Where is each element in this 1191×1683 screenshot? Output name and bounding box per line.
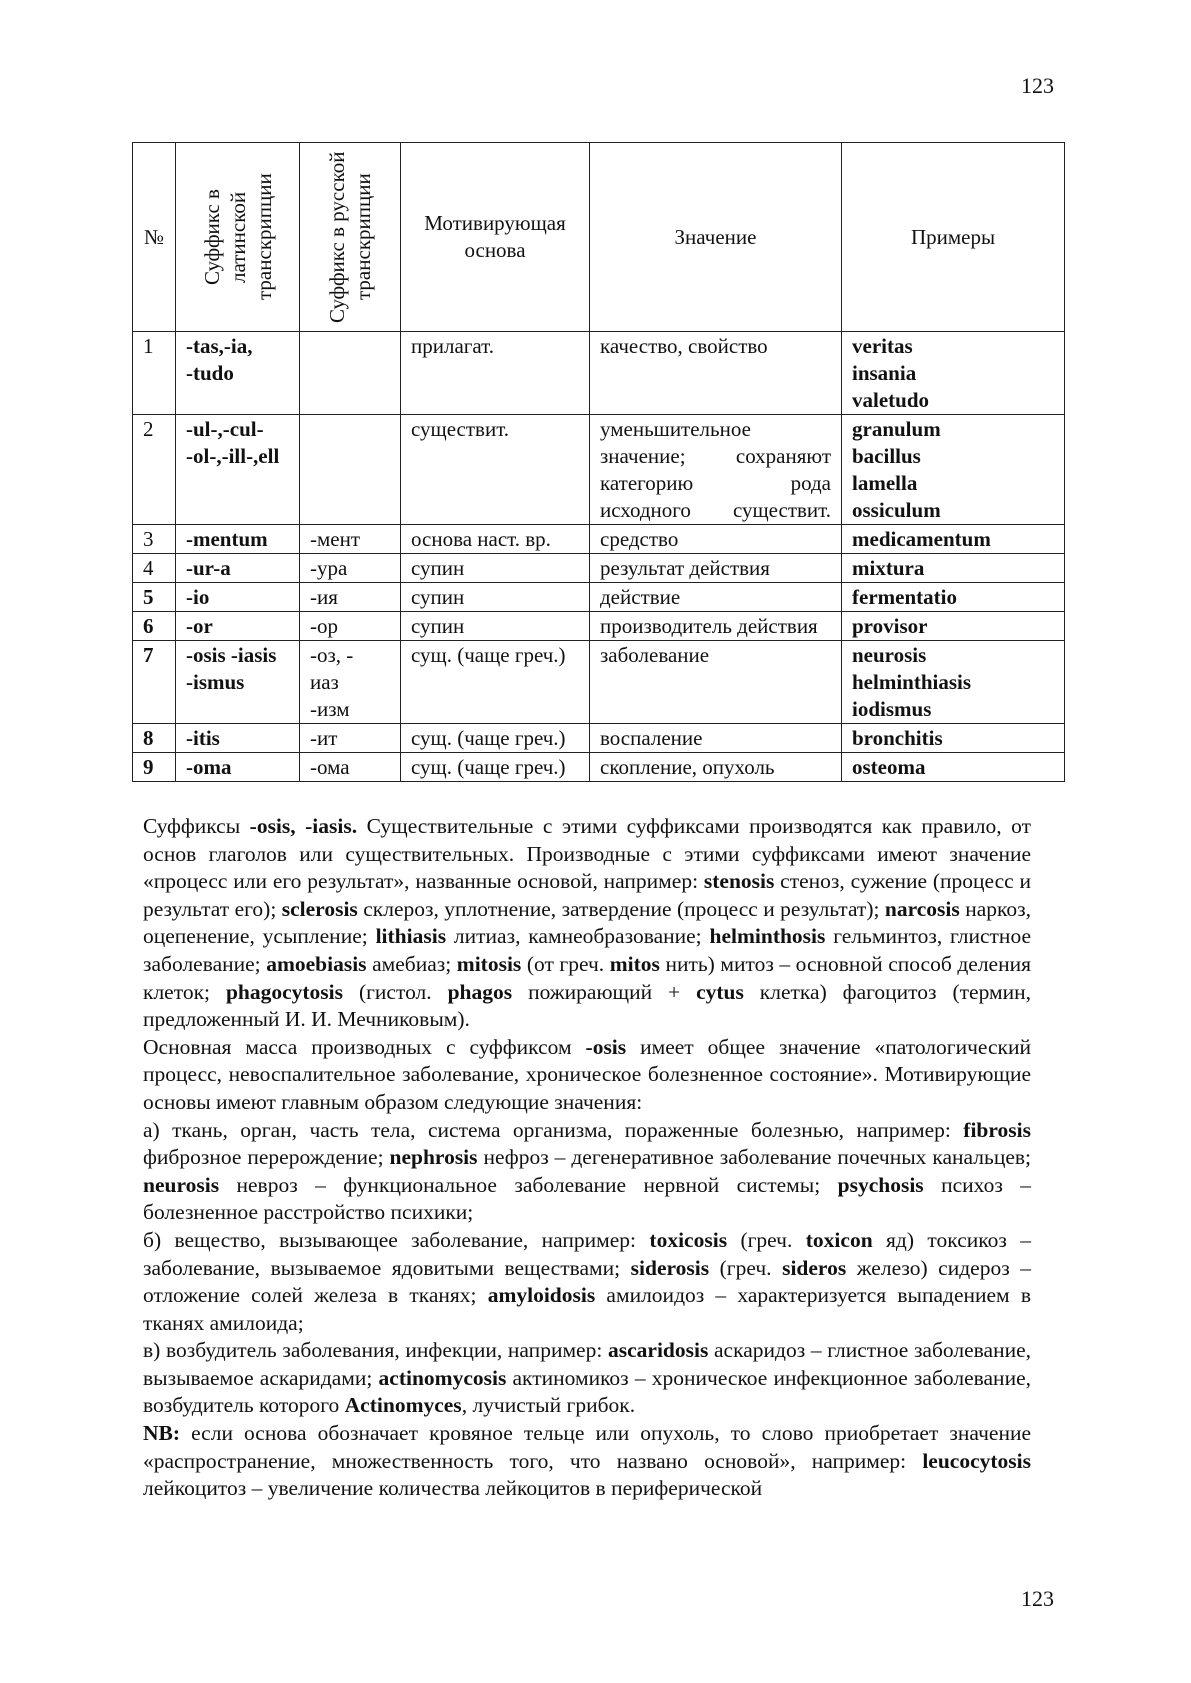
- cell-russian-suffix-line: -ит: [310, 726, 338, 750]
- cell-number-text: 4: [143, 556, 154, 580]
- cell-russian-suffix-line: -ома: [310, 755, 350, 779]
- text-run: пожирающий +: [512, 979, 697, 1004]
- cell-latin-suffix: [176, 554, 300, 583]
- cell-examples-line: medicamentum: [852, 527, 991, 551]
- cell-number: [133, 554, 176, 583]
- cell-meaning: [590, 583, 842, 612]
- bold-term: mitosis: [456, 951, 522, 976]
- bold-term: siderosis: [630, 1255, 710, 1280]
- bold-term: toxicosis: [649, 1227, 728, 1252]
- cell-meaning-text: средство: [600, 527, 679, 551]
- cell-number-text: 3: [143, 527, 154, 551]
- cell-examples-line: bronchitis: [852, 726, 943, 750]
- cell-latin-suffix: [176, 332, 300, 415]
- cell-examples: [842, 753, 1065, 782]
- cell-base-text: сущ. (чаще греч.): [411, 755, 566, 779]
- cell-examples-line: osteoma: [852, 755, 926, 779]
- cell-base-text: сущ. (чаще греч.): [411, 643, 566, 667]
- cell-meaning-text: скопление, опухоль: [600, 755, 775, 779]
- bold-term: amyloidosis: [487, 1283, 596, 1308]
- cell-examples-line: mixtura: [852, 556, 925, 580]
- header-base: Мотивирующая основа: [401, 143, 590, 332]
- table-header-row: [133, 143, 1065, 332]
- cell-meaning: [590, 724, 842, 753]
- cell-base: [401, 583, 590, 612]
- text-run: Суффиксы: [143, 814, 250, 838]
- table-row: [133, 525, 1065, 554]
- cell-meaning-text: уменьшительное значение; сохраняют категорию рода исходного существит.: [600, 417, 831, 522]
- cell-meaning-text: результат действия: [600, 556, 770, 580]
- text-run: нефроз – дегенеративное заболевание почечных канальцев;: [477, 1145, 1031, 1170]
- suffix-table: [132, 142, 1065, 782]
- header-examples: Примеры: [842, 143, 1065, 332]
- text-run: (греч.: [709, 1255, 783, 1280]
- cell-examples-line: ossiculum: [852, 498, 941, 522]
- cell-number-text: 2: [143, 417, 154, 441]
- text-run: наркоз, оцепенение, усыпление;: [143, 896, 1031, 949]
- cell-number: [133, 525, 176, 554]
- cell-russian-suffix: [300, 583, 401, 612]
- bold-term: mitos: [609, 951, 660, 976]
- cell-meaning-text: качество, свойство: [600, 334, 768, 358]
- text-run: Существительные с этими суффиксами производятся как правило, от основ глаголов или существительных. Производные с этими суффиксами имеют значение «процесс или его результат», названные основой, например:: [143, 814, 1031, 894]
- table-body: [133, 332, 1065, 782]
- text-run: в) возбудитель заболевания, инфекции, например:: [143, 1338, 608, 1363]
- cell-examples-line: bacillus: [852, 444, 921, 468]
- text-run: нить) митоз – основной способ деления клеток;: [143, 951, 1031, 1004]
- cell-russian-suffix: [300, 724, 401, 753]
- cell-base-text: супин: [411, 585, 465, 609]
- text-run: железо) сидероз – отложение солей железа в тканях;: [143, 1255, 1031, 1308]
- table-row: [133, 554, 1065, 583]
- header-latin-suffix: Суффикс в латинской транскрипции: [176, 143, 300, 332]
- cell-number-text: 9: [143, 755, 154, 779]
- bold-term: sclerosis: [281, 896, 358, 921]
- cell-base-text: основа наст. вр.: [411, 527, 551, 551]
- bold-term: toxicon: [805, 1227, 873, 1252]
- text-run: лейкоцитоз – увеличение количества лейкоцитов в периферической: [143, 1476, 763, 1501]
- cell-base: [401, 641, 590, 724]
- text-run: Основная масса производных с суффиксом: [143, 1034, 586, 1059]
- cell-latin-suffix: [176, 525, 300, 554]
- text-run: , лучистый грибок.: [461, 1393, 636, 1418]
- bold-term: fibrosis: [963, 1117, 1031, 1142]
- cell-latin-suffix-line: -ismus: [186, 670, 245, 694]
- bold-term: narcosis: [884, 896, 960, 921]
- cell-base: [401, 415, 590, 525]
- table-row: [133, 724, 1065, 753]
- header-number: №: [133, 143, 176, 332]
- bold-term: psychosis: [837, 1172, 924, 1197]
- cell-examples: [842, 554, 1065, 583]
- cell-meaning: [590, 332, 842, 415]
- text-run: а) ткань, орган, часть тела, система организма, пораженные болезнью, например:: [143, 1117, 964, 1142]
- cell-base: [401, 724, 590, 753]
- bold-term: phagos: [447, 979, 513, 1004]
- cell-latin-suffix: [176, 415, 300, 525]
- text-run: гельминтоз, глистное заболевание;: [143, 924, 1031, 976]
- cell-base-text: супин: [411, 614, 465, 638]
- cell-number-text: 1: [143, 334, 154, 358]
- cell-number: [133, 724, 176, 753]
- cell-latin-suffix: [176, 612, 300, 641]
- cell-base: [401, 525, 590, 554]
- bold-term: phagocytosis: [225, 979, 344, 1004]
- cell-number-text: 6: [143, 614, 154, 638]
- cell-meaning: [590, 641, 842, 724]
- bold-term: sideros: [782, 1255, 847, 1280]
- text-run: амебиаз;: [366, 951, 457, 976]
- cell-number: [133, 332, 176, 415]
- cell-number-text: 5: [143, 585, 154, 609]
- cell-latin-suffix-line: -ur-a: [186, 556, 231, 580]
- cell-base: [401, 332, 590, 415]
- header-meaning: Значение: [590, 143, 842, 332]
- cell-russian-suffix-line: -оз, -: [310, 643, 354, 667]
- cell-examples-line: granulum: [852, 417, 941, 441]
- cell-number: [133, 415, 176, 525]
- cell-base-text: супин: [411, 556, 465, 580]
- text-run: клетка) фагоцитоз (термин, предложенный И. И. Мечниковым).: [143, 979, 1031, 1032]
- cell-russian-suffix-line: -ор: [310, 614, 338, 638]
- bold-term: ascaridosis: [608, 1338, 709, 1363]
- text-run: (греч.: [727, 1227, 806, 1252]
- cell-latin-suffix: [176, 583, 300, 612]
- cell-meaning: [590, 415, 842, 525]
- cell-russian-suffix-line: -ура: [310, 556, 348, 580]
- text-run: стеноз, сужение (процесс и результат его);: [143, 869, 1031, 921]
- cell-meaning: [590, 612, 842, 641]
- cell-latin-suffix-line: -osis -iasis: [186, 643, 277, 667]
- text-run: имеет общее значение «патологический процесс, невоспалительное заболевание, хроническое болезненное состояние». Мотивирующие основы имеют главным образом следующие значения:: [143, 1034, 1032, 1114]
- cell-latin-suffix-line: -or: [186, 614, 213, 638]
- paragraph: [143, 1034, 1031, 1117]
- cell-number: [133, 612, 176, 641]
- cell-examples: [842, 332, 1065, 415]
- cell-examples: [842, 641, 1065, 724]
- page-number-top: 123: [1021, 73, 1054, 98]
- cell-examples-line: iodismus: [852, 697, 932, 721]
- header-russian-suffix: Суффикс в русской транскрипции: [300, 143, 401, 332]
- cell-base-text: сущ. (чаще греч.): [411, 726, 566, 750]
- cell-russian-suffix-line: иаз: [310, 670, 339, 694]
- cell-meaning-text: воспаление: [600, 726, 703, 750]
- cell-examples-line: valetudo: [852, 388, 930, 412]
- bold-term: NB:: [143, 1421, 181, 1446]
- cell-examples: [842, 612, 1065, 641]
- cell-number: [133, 753, 176, 782]
- cell-russian-suffix: [300, 525, 401, 554]
- bold-term: leucocytosis: [922, 1448, 1031, 1473]
- bold-term: actinomycosis: [378, 1365, 507, 1390]
- cell-russian-suffix: [300, 332, 401, 415]
- cell-latin-suffix: [176, 753, 300, 782]
- cell-russian-suffix: [300, 415, 401, 525]
- paragraph: [143, 813, 1031, 1034]
- cell-russian-suffix-line: -изм: [310, 697, 350, 721]
- text-run: амилоидоз – характеризуется выпадением в тканях амилоида;: [143, 1283, 1031, 1335]
- body-text: [143, 813, 1031, 1503]
- text-run: психоз – болезненное расстройство психики;: [143, 1172, 1031, 1225]
- cell-number: [133, 583, 176, 612]
- text-run: невроз – функциональное заболевание нервной системы;: [219, 1172, 838, 1197]
- cell-examples: [842, 583, 1065, 612]
- cell-meaning-text: заболевание: [600, 643, 710, 667]
- cell-examples-line: neurosis: [852, 643, 927, 667]
- text-run: яд) токсикоз – заболевание, вызываемое ядовитыми веществами;: [143, 1227, 1031, 1280]
- cell-latin-suffix-line: -tudo: [186, 361, 234, 385]
- table-row: [133, 332, 1065, 415]
- text-run: (от греч.: [521, 951, 610, 976]
- text-run: литиаз, камнеобразование;: [446, 924, 710, 949]
- page-number-bottom: 123: [1021, 1586, 1054, 1611]
- text-run: склероз, уплотнение, затвердение (процесс и результат);: [357, 896, 885, 921]
- cell-latin-suffix-line: -mentum: [186, 527, 268, 551]
- cell-latin-suffix-line: -itis: [186, 726, 220, 750]
- text-run: (гистол.: [343, 979, 448, 1004]
- paragraph: [143, 1337, 1031, 1420]
- bold-term: -osis: [585, 1034, 627, 1059]
- cell-base-text: прилагат.: [411, 334, 495, 358]
- text-run: аскаридоз – глистное заболевание, вызываемое аскаридами;: [143, 1338, 1031, 1390]
- cell-russian-suffix: [300, 612, 401, 641]
- cell-base: [401, 753, 590, 782]
- cell-latin-suffix-line: -ul-,-cul-: [186, 417, 264, 441]
- cell-number: [133, 641, 176, 724]
- cell-latin-suffix: [176, 724, 300, 753]
- cell-base: [401, 554, 590, 583]
- paragraph: [143, 1117, 1031, 1227]
- cell-meaning: [590, 554, 842, 583]
- bold-term: cytus: [696, 979, 744, 1004]
- cell-russian-suffix-line: -мент: [310, 527, 361, 551]
- cell-russian-suffix: [300, 753, 401, 782]
- cell-latin-suffix-line: -ol-,-ill-,ell: [186, 444, 280, 468]
- cell-meaning-text: действие: [600, 585, 681, 609]
- cell-examples-line: veritas: [852, 334, 913, 358]
- cell-latin-suffix-line: -oma: [186, 755, 232, 779]
- cell-meaning-text: производитель действия: [600, 614, 818, 638]
- cell-meaning: [590, 525, 842, 554]
- text-run: фиброзное перерождение;: [143, 1145, 390, 1170]
- cell-meaning: [590, 753, 842, 782]
- cell-russian-suffix: [300, 641, 401, 724]
- table-row: [133, 753, 1065, 782]
- paragraph: [143, 1420, 1031, 1503]
- table-row: [133, 641, 1065, 724]
- bold-term: Actinomyces: [344, 1393, 462, 1418]
- cell-examples-line: provisor: [852, 614, 928, 638]
- cell-examples-line: helminthiasis: [852, 670, 972, 694]
- bold-term: lithiasis: [375, 924, 447, 949]
- table-row: [133, 583, 1065, 612]
- cell-number-text: 8: [143, 726, 154, 750]
- cell-examples: [842, 525, 1065, 554]
- table-row: [133, 612, 1065, 641]
- cell-russian-suffix: [300, 554, 401, 583]
- cell-base: [401, 612, 590, 641]
- bold-term: -osis, -iasis.: [249, 814, 358, 838]
- cell-examples: [842, 415, 1065, 525]
- paragraph: [143, 1227, 1031, 1337]
- cell-examples-line: lamella: [852, 471, 918, 495]
- cell-base-text: существит.: [411, 417, 510, 441]
- text-run: б) вещество, вызывающее заболевание, например:: [143, 1227, 650, 1252]
- cell-latin-suffix-line: -io: [186, 585, 210, 609]
- bold-term: neurosis: [143, 1172, 220, 1197]
- bold-term: helminthosis: [709, 924, 826, 949]
- cell-examples: [842, 724, 1065, 753]
- bold-term: nephrosis: [389, 1145, 478, 1170]
- table-row: [133, 415, 1065, 525]
- bold-term: stenosis: [703, 869, 775, 894]
- cell-examples-line: insania: [852, 361, 917, 385]
- cell-number-text: 7: [143, 643, 154, 667]
- text-run: актиномикоз – хроническое инфекционное заболевание, возбудитель которого: [143, 1365, 1031, 1418]
- cell-latin-suffix: [176, 641, 300, 724]
- bold-term: amoebiasis: [266, 951, 367, 976]
- cell-latin-suffix-line: -tas,-ia,: [186, 334, 253, 358]
- text-run: если основа обозначает кровяное тельце или опухоль, то слово приобретает значение «распространение, множественность того, что названо основой», например:: [143, 1421, 1031, 1473]
- cell-russian-suffix-line: -ия: [310, 585, 338, 609]
- cell-examples-line: fermentatio: [852, 585, 957, 609]
